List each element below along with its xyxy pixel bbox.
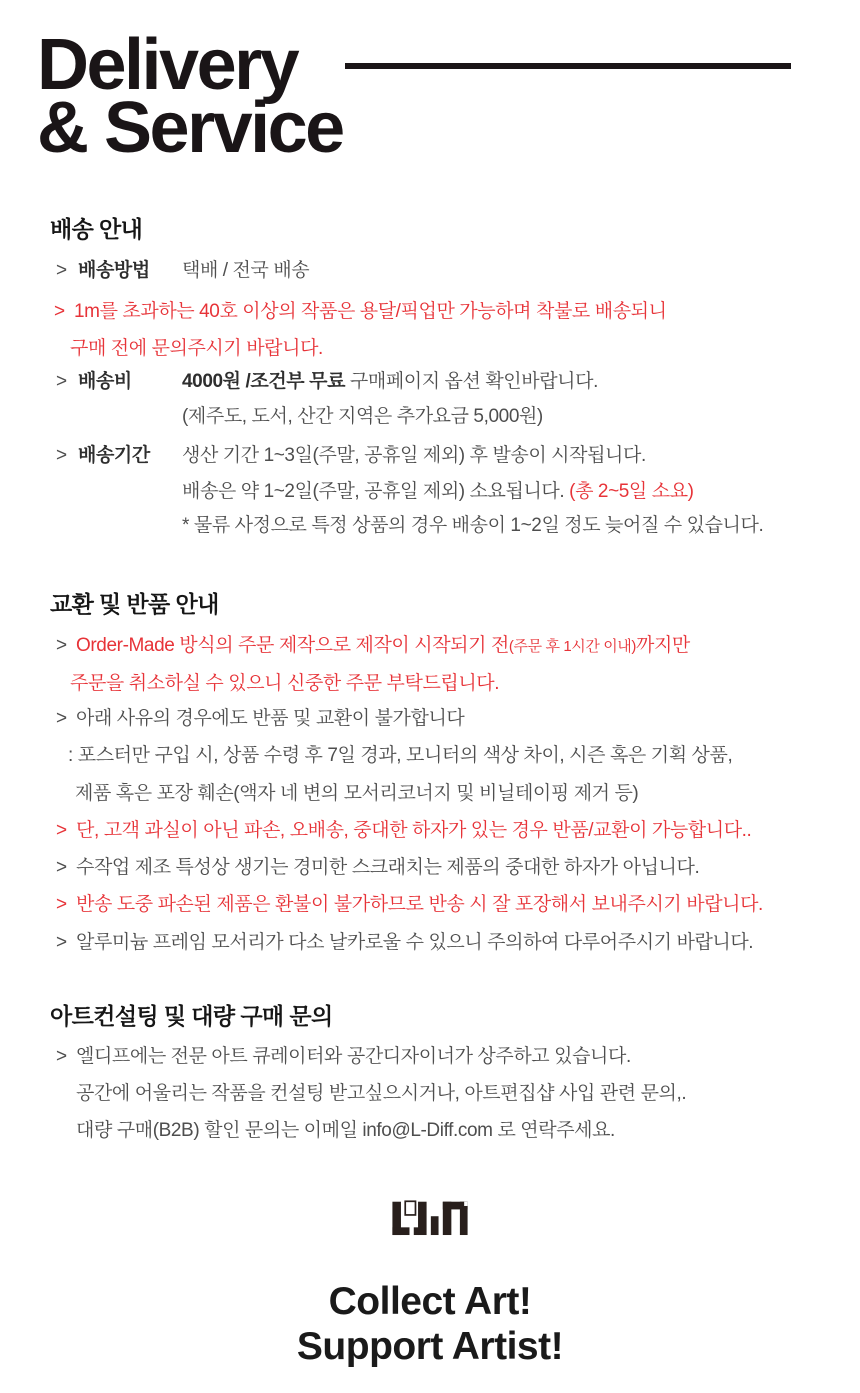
bullet: > <box>56 708 67 729</box>
consulting-text3-post: 로 연락주세요. <box>492 1120 615 1141</box>
bullet: > <box>56 260 67 281</box>
shipping-method-row <box>56 258 309 284</box>
shipping-section-title: 배송 안내 <box>50 216 143 242</box>
oversize-note-text: 1m를 초과하는 40호 이상의 작품은 용달/픽업만 가능하며 착불로 배송되니 <box>74 301 667 322</box>
order-made-text: Order-Made 방식의 주문 제작으로 제작이 시작되기 전 <box>76 635 509 656</box>
return-shipping-text: 반송 도중 파손된 제품은 환불이 불가하므로 반송 시 잘 포장해서 보내주시기 바랍니다. <box>76 894 763 915</box>
bullet: > <box>56 820 67 841</box>
shipping-fee-row <box>56 369 598 395</box>
order-made-text-end: 까지만 <box>636 635 690 656</box>
no-return-text: 아래 사유의 경우에도 반품 및 교환이 불가합니다 <box>76 708 465 729</box>
exchange-no-return-cases-line2: 제품 혹은 포장 훼손(액자 네 변의 모서리코너지 및 비닐테이핑 제거 등) <box>75 783 639 804</box>
period-line2-text: 배송은 약 1~2일(주말, 공휴일 제외) 소요됩니다. <box>182 481 570 502</box>
bullet: > <box>56 932 67 953</box>
header-rule <box>345 63 791 69</box>
bullet: > <box>54 301 65 322</box>
bullet: > <box>56 445 67 466</box>
shipping-fee-label: 배송비 <box>78 371 132 392</box>
shipping-period-label: 배송기간 <box>78 445 150 466</box>
exchange-section-title: 교환 및 반품 안내 <box>50 591 219 617</box>
contact-email: info@L-Diff.com <box>362 1120 493 1141</box>
footer-slogan <box>0 1279 860 1369</box>
shipping-oversize-note-line1 <box>54 299 667 325</box>
exchange-allowed-line <box>56 818 751 844</box>
shipping-period-line3: * 물류 사정으로 특정 상품의 경우 배송이 1~2일 정도 늦어질 수 있습니다. <box>182 515 764 536</box>
footer-slogan-line1: Collect Art! <box>328 1280 532 1323</box>
exchange-frame-caution-line <box>56 930 753 956</box>
shipping-period-row <box>56 443 646 469</box>
exchange-scratch-line <box>56 855 699 881</box>
page-title-line1: Delivery <box>37 25 298 105</box>
bullet: > <box>56 894 67 915</box>
shipping-method-label: 배송방법 <box>78 260 150 281</box>
shipping-fee-value-bold: 4000원 /조건부 무료 <box>182 371 346 392</box>
shipping-period-line2 <box>182 479 694 505</box>
shipping-fee-note: (제주도, 도서, 산간 지역은 추가요금 5,000원) <box>182 406 543 427</box>
consulting-text3-pre: 대량 구매(B2B) 할인 문의는 이메일 <box>76 1120 363 1141</box>
shipping-period-line1: 생산 기간 1~3일(주말, 공휴일 제외) 후 발송이 시작됩니다. <box>182 445 646 466</box>
consulting-line3 <box>76 1118 615 1144</box>
page-title-line2: & Service <box>37 88 343 168</box>
l-diff-logo-icon <box>386 1200 474 1241</box>
scratch-text: 수작업 제조 특성상 생기는 경미한 스크래치는 제품의 중대한 하자가 아닙니다. <box>76 857 700 878</box>
bullet: > <box>56 857 67 878</box>
exchange-order-made-line1 <box>56 633 690 660</box>
page-title <box>37 25 343 168</box>
consulting-line2: 공간에 어울리는 작품을 컨설팅 받고싶으시거나, 아트편집샵 사입 관련 문의,. <box>76 1083 687 1104</box>
exchange-no-return-line <box>56 706 464 732</box>
shipping-method-value: 택배 / 전국 배송 <box>182 260 310 281</box>
consulting-line1 <box>56 1044 631 1070</box>
exchange-no-return-cases-line1: : 포스터만 구입 시, 상품 수령 후 7일 경과, 모니터의 색상 차이, 시즌 혹은 기획 상품, <box>68 745 733 766</box>
consulting-text1: 엘디프에는 전문 아트 큐레이터와 공간디자이너가 상주하고 있습니다. <box>76 1046 631 1067</box>
consulting-section-title: 아트컨설팅 및 대량 구매 문의 <box>50 1003 333 1029</box>
bullet: > <box>56 371 67 392</box>
exchange-order-made-line2: 주문을 취소하실 수 있으니 신중한 주문 부탁드립니다. <box>70 673 500 694</box>
shipping-oversize-note-line2: 구매 전에 문의주시기 바랍니다. <box>70 338 323 359</box>
exchange-allowed-text: 단, 고객 과실이 아닌 파손, 오배송, 중대한 하자가 있는 경우 반품/교환이 가능합니다.. <box>76 820 752 841</box>
footer-slogan-line2: Support Artist! <box>296 1325 564 1368</box>
bullet: > <box>56 1046 67 1067</box>
frame-caution-text: 알루미늄 프레임 모서리가 다소 날카로울 수 있으니 주의하여 다루어주시기 바랍니다. <box>76 932 754 953</box>
order-made-small-text: (주문 후 1시간 이내) <box>508 638 636 655</box>
bullet: > <box>56 635 67 656</box>
shipping-fee-value-rest: 구매페이지 옵션 확인바랍니다. <box>345 371 598 392</box>
exchange-return-shipping-line <box>56 892 763 918</box>
period-line2-red: (총 2~5일 소요) <box>569 481 694 502</box>
